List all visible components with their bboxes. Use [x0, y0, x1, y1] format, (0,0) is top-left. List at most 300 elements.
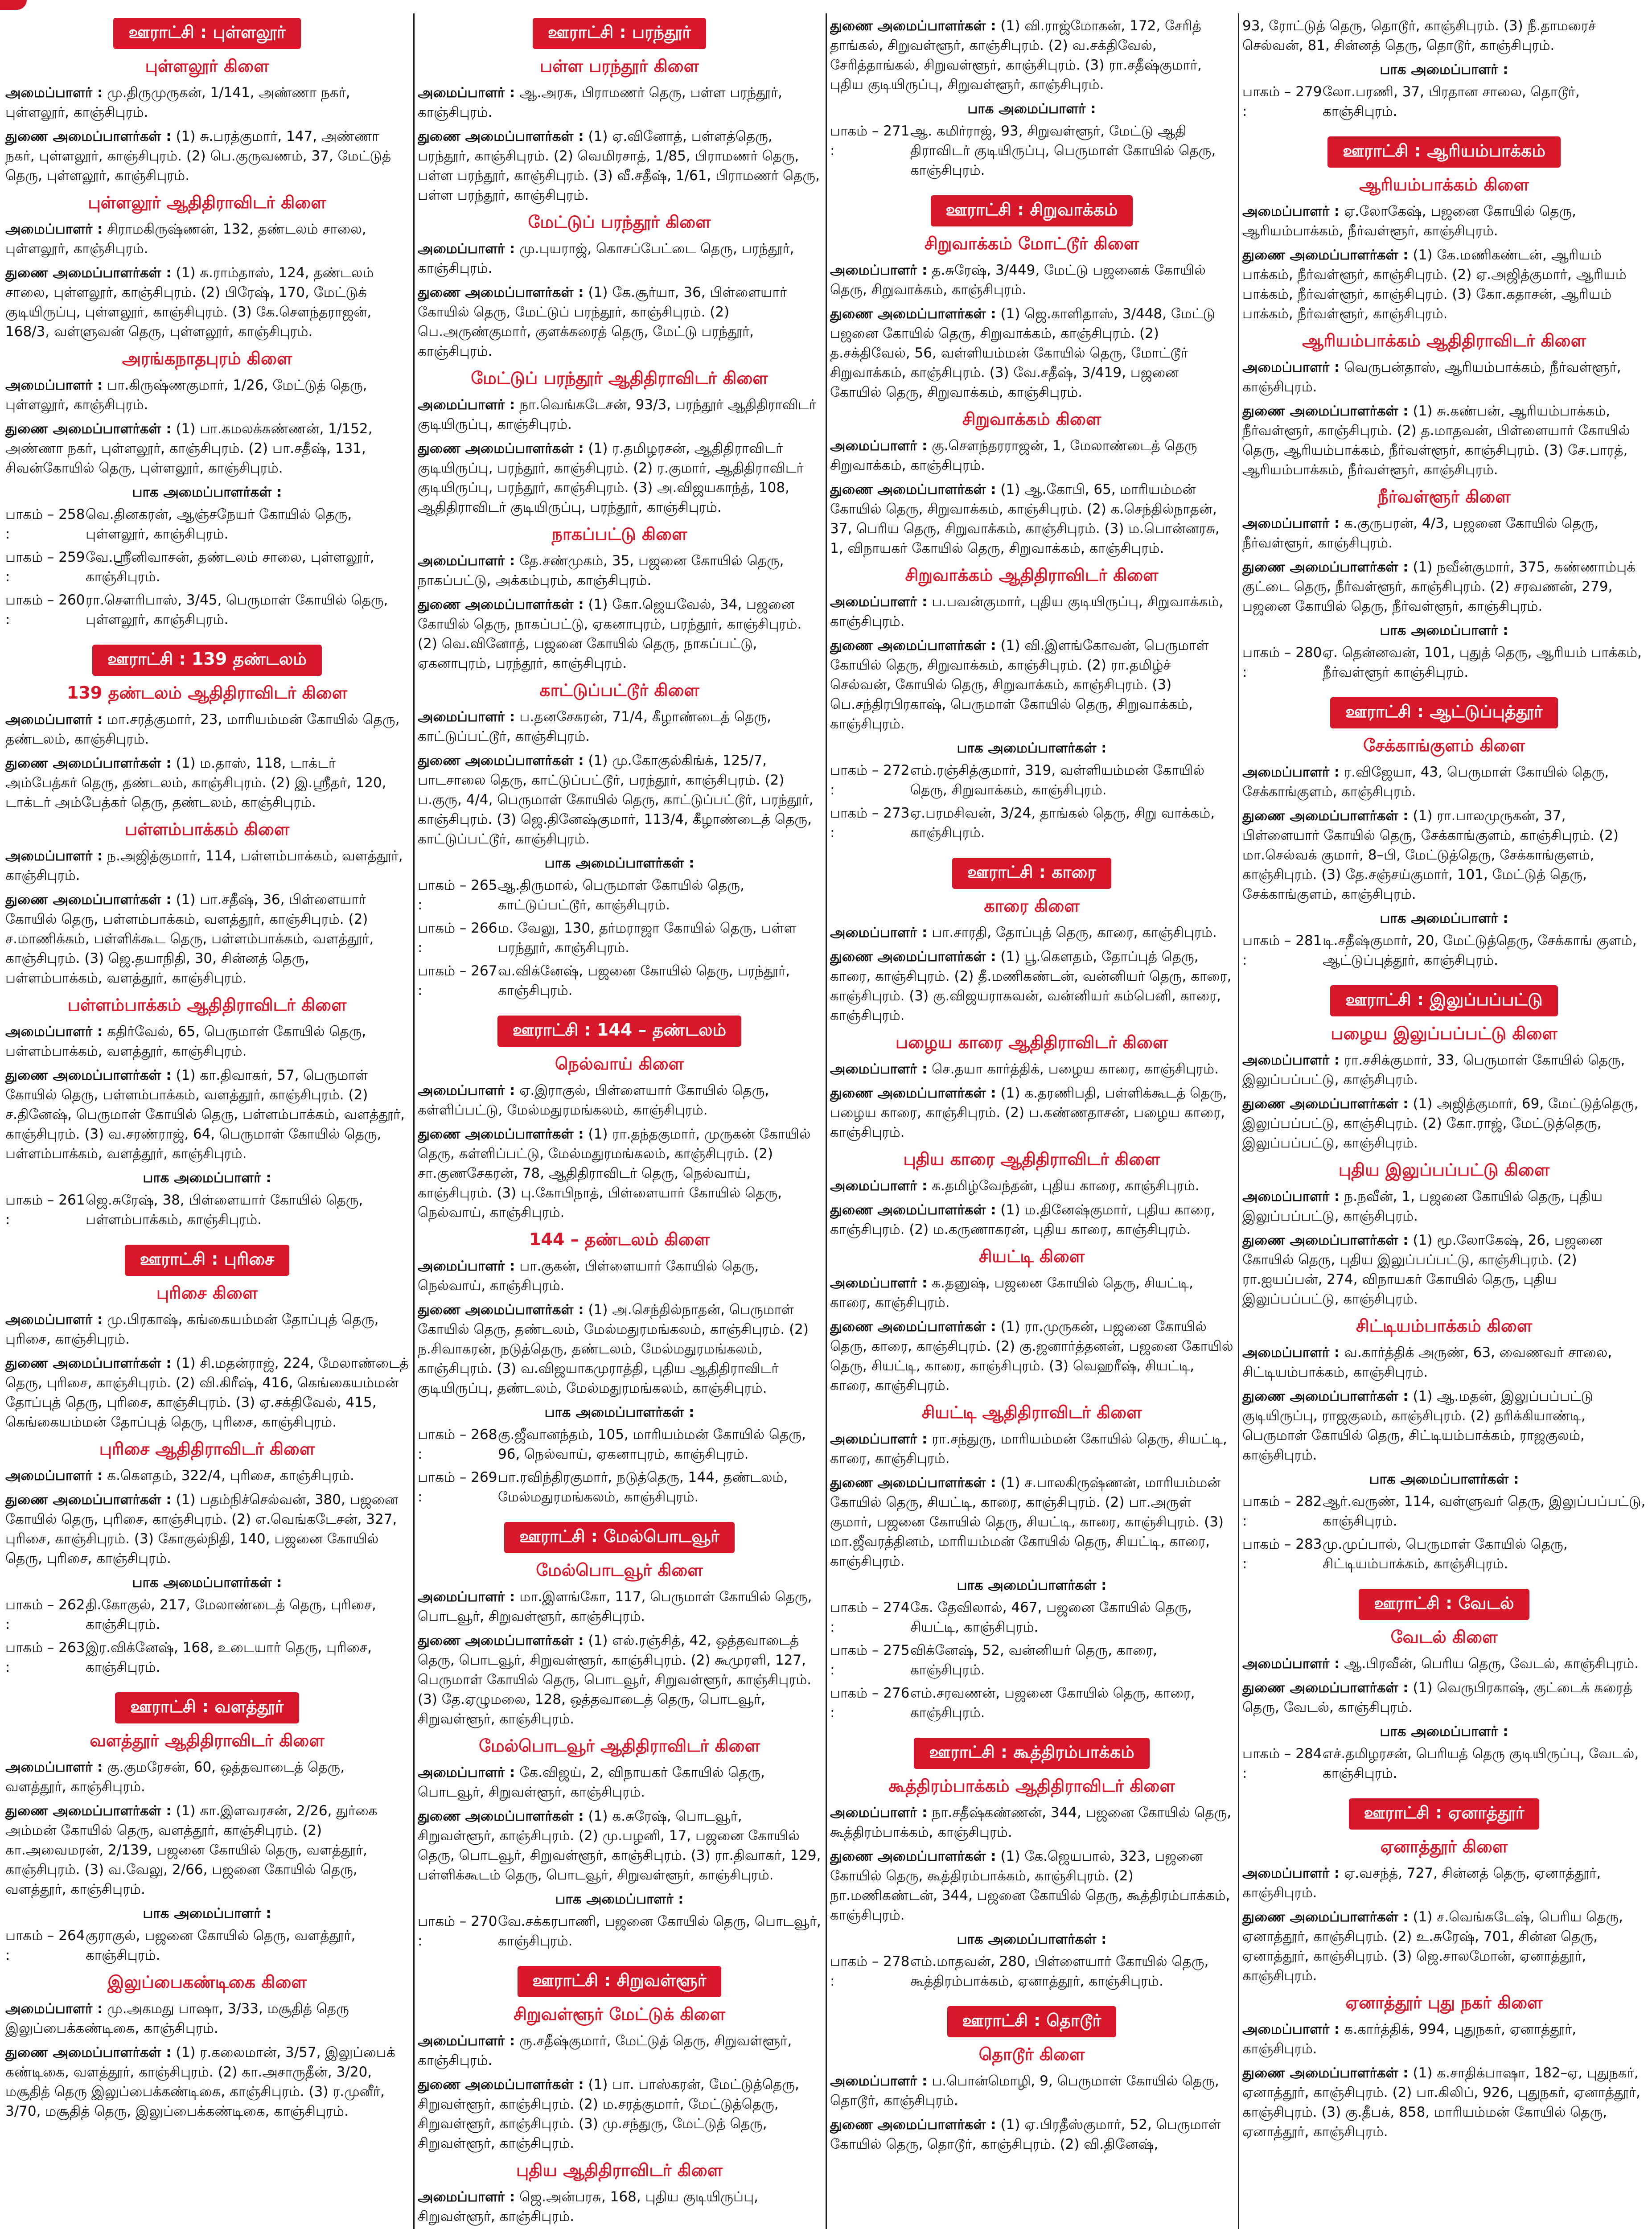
role-label: துணை அமைப்பாளர்கள் :	[830, 481, 996, 498]
branch-heading: அரங்கநாதபுரம் கிளை	[122, 349, 292, 368]
role-label: துணை அமைப்பாளர்கள் :	[418, 1808, 584, 1824]
office-bearer-entry	[418, 1806, 821, 1885]
office-bearer-entry	[830, 947, 1233, 1025]
role-label: துணை அமைப்பாளர்கள் :	[830, 1202, 996, 1218]
member-details: (1) க.தரணிபதி, பள்ளிக்கூடத் தெரு, பழைய காரை, காஞ்சிபுரம். (2) ப.கண்ணதாசன், பழைய காரை, காஞ்சிபுரம்.	[830, 1085, 1227, 1140]
branch-heading: புரிசை ஆதிதிராவிடர் கிளை	[99, 1439, 315, 1459]
office-bearer-entry	[418, 2075, 821, 2153]
member-details: கதிர்வேல், 65, பெருமாள் கோயில் தெரு, பள்ளம்பாக்கம், வளத்தூர், காஞ்சிபுரம்.	[5, 1024, 366, 1059]
ooratchi-heading: ஊராட்சி : 139 தண்டலம்	[92, 645, 322, 676]
booth-organiser-details: வ.விக்னேஷ், பஜனை கோயில் தெரு, பரந்தூர், காஞ்சிபுரம்.	[498, 963, 790, 999]
booth-organiser-row	[418, 1425, 821, 1464]
office-bearer-entry	[418, 127, 821, 205]
office-bearer-entry	[5, 1757, 409, 1797]
member-details: (1) சு.கண்பன், ஆரியம்பாக்கம், நீர்வள்ளூர், காஞ்சிபுரம். (2) த.மாதவன், பிள்ளையார் கோயில் தெரு, ஆரியம்பாக்கம், நீர்வள்ளூர், காஞ்சிபுரம். (3) சே.பாரத், ஆரியம்பாக்கம், நீர்வள்ளூர், காஞ்சிபுரம்.	[1242, 403, 1630, 478]
role-label: அமைப்பாளர் :	[1242, 764, 1340, 780]
ooratchi-heading: ஊராட்சி : கூத்திரம்பாக்கம்	[914, 1738, 1150, 1769]
booth-organiser-details: கு.ஜீவானந்தம், 105, மாரியம்மன் கோயில் தெரு, 96, நெல்வாய், ஏகனாபுரம், காஞ்சிபுரம்.	[498, 1427, 806, 1462]
member-details: கு.சௌந்தரராஜன், 1, மேலாண்டைத் தெரு சிறுவாக்கம், காஞ்சிபுரம்.	[830, 438, 1197, 473]
booth-organiser-row	[418, 1912, 821, 1951]
booth-number: பாகம் – 265 :	[418, 877, 497, 913]
booth-organiser-row	[5, 505, 409, 544]
role-label: துணை அமைப்பாளர்கள் :	[5, 128, 172, 144]
member-details: (1) வெருபிரகாஷ், குட்டைக் கரைத் தெரு, வேடல், காஞ்சிபுரம்.	[1242, 1680, 1632, 1715]
role-label: அமைப்பாளர் :	[418, 1258, 515, 1274]
booth-organiser-details: எச்.தமிழரசன், பெரியத் தெரு குடியிருப்பு, வேடல், காஞ்சிபுரம்.	[1323, 1746, 1639, 1781]
office-bearer-entry	[418, 1587, 821, 1626]
role-label: துணை அமைப்பாளர்கள் :	[1242, 1096, 1409, 1112]
booth-organiser-details: ஏ.பரமசிவன், 3/24, தாங்கல் தெரு, சிறு வாக்கம், காஞ்சிபுரம்.	[910, 805, 1215, 841]
member-details: (1) சி.மதன்ராஜ், 224, மேலாண்டைத் தெரு, புரிசை, காஞ்சிபுரம். (2) வி.கிரீஷ், 416, கெங்கையம்மன் தோப்புத் தெரு, புரிசை, காஞ்சிபுரம். (3) ஏ.சக்திவேல், 415, கெங்கையம்மன் தோப்புத் தெரு, புரிசை, காஞ்சிபுரம்.	[5, 1355, 409, 1430]
role-label: துணை அமைப்பாளர்கள் :	[418, 753, 584, 769]
member-details: மு.பிரகாஷ், கங்கையம்மன் தோப்புத் தெரு, புரிசை, காஞ்சிபுரம்.	[5, 1312, 379, 1347]
member-details: ந.நவீன், 1, பஜனை கோயில் தெரு, புதிய இலுப்பப்பட்டு, காஞ்சிபுரம்.	[1242, 1189, 1603, 1224]
office-bearer-entry	[1242, 202, 1646, 241]
booth-number: பாகம் – 280 :	[1242, 645, 1322, 680]
role-label: அமைப்பாளர் :	[5, 221, 103, 237]
booth-organisers-heading: பாக அமைப்பாளர்கள் :	[957, 1577, 1107, 1593]
role-label: துணை அமைப்பாளர்கள் :	[418, 596, 584, 613]
office-bearer-entry	[5, 127, 409, 185]
branch-heading: 144 – தண்டலம் கிளை	[529, 1230, 710, 1249]
role-label: அமைப்பாளர் :	[5, 377, 103, 393]
booth-organisers-heading: பாக அமைப்பாளர்கள் :	[957, 1931, 1107, 1947]
booth-number: பாகம் – 267 :	[418, 963, 497, 999]
office-bearer-entry	[5, 1065, 409, 1164]
office-bearer-entry	[418, 551, 821, 590]
branch-heading: காரை கிளை	[984, 896, 1080, 916]
office-bearer-entry	[830, 16, 1233, 95]
branch-heading: பழைய காரை ஆதிதிராவிடர் கிளை	[895, 1032, 1168, 1052]
member-details: (1) க.சாதிக்பாஷா, 182–ஏ, புதுநகர், ஏனாத்தூர், காஞ்சிபுரம். (2) பா.கிலிப், 926, புதுநகர், ஏனாத்தூர், காஞ்சிபுரம். (3) கு.தீபக், 858, மாரியம்மன் கோயில் தெரு, ஏனாத்தூர், காஞ்சிபுரம்.	[1242, 2065, 1640, 2140]
booth-organiser-details: பா.ரவிந்திரகுமார், நடுத்தெரு, 144, தண்டலம், மேல்மதுரமங்கலம், காஞ்சிபுரம்.	[498, 1469, 788, 1505]
booth-number: பாகம் – 284 :	[1242, 1746, 1322, 1781]
booth-organiser-row	[5, 547, 409, 587]
role-label: அமைப்பாளர் :	[830, 262, 928, 278]
office-bearer-entry	[5, 1353, 409, 1432]
role-label: அமைப்பாளர் :	[830, 594, 928, 610]
member-details: (1) சு.பரத்குமார், 147, அண்ணா நகர், புள்ளலூர், காஞ்சிபுரம். (2) பெ.குருவணம், 37, மேட்டுத் தெரு, புள்ளலூர், காஞ்சிபுரம்.	[5, 128, 391, 184]
member-details: (1) க.சுரேஷ், பொடவூர், சிறுவள்ளூர், காஞ்சிபுரம். (2) மு.பழனி, 17, பஜனை கோயில் தெரு, பொடவூர், சிறுவள்ளூர், காஞ்சிபுரம். (3) ரா.திவாகர், 129, பள்ளிக்கூடம் தெரு, பொடவூர், சிறுவள்ளூர், காஞ்சிபுரம்.	[418, 1808, 821, 1883]
role-label: அமைப்பாளர் :	[5, 711, 103, 728]
booth-organiser-row	[830, 1952, 1233, 1991]
office-bearer-entry	[5, 375, 409, 415]
office-bearer-entry	[830, 1059, 1233, 1079]
branch-heading: ஏனாத்தூர் புது நகர் கிளை	[1345, 1993, 1543, 2012]
branch-heading: பள்ள பரந்தூர் கிளை	[540, 56, 699, 76]
office-bearer-entry	[5, 1310, 409, 1349]
role-label: துணை அமைப்பாளர்கள் :	[1242, 247, 1409, 263]
role-label: துணை அமைப்பாளர்கள் :	[418, 440, 584, 456]
branch-heading: காட்டுப்பட்டூர் கிளை	[539, 680, 699, 700]
office-bearer-entry	[5, 753, 409, 812]
role-label: அமைப்பாளர் :	[5, 1312, 103, 1328]
member-details: மு.புயராஜ், கொசப்பேட்டை தெரு, பரந்தூர், காஞ்சிபுரம்.	[418, 241, 794, 276]
role-label: அமைப்பாளர் :	[830, 1275, 928, 1291]
branch-heading: புதிய இலுப்பப்பட்டு கிளை	[1338, 1160, 1550, 1180]
role-label: துணை அமைப்பாளர்கள் :	[1242, 808, 1409, 824]
booth-number: பாகம் – 258 :	[5, 506, 85, 542]
role-label: துணை அமைப்பாளர்கள் :	[5, 1803, 172, 1819]
role-label: அமைப்பாளர் :	[830, 1805, 928, 1821]
booth-organiser-row	[1242, 1744, 1646, 1783]
branch-heading: மேல்பொடவூர் ஆதிதிராவிடர் கிளை	[479, 1736, 760, 1756]
role-label: அமைப்பாளர் :	[418, 85, 515, 101]
ooratchi-heading: ஊராட்சி : பரந்தூர்	[533, 18, 706, 49]
member-details: (1) பூ.கௌதம், தோப்புத் தெரு, காரை, காஞ்சிபுரம். (2) தீ.மணிகண்டன், வன்னியர் தெரு, காரை, காஞ்சிபுரம். (3) கு.விஜயராகவன், வன்னியர் கம்பெனி, காரை, காஞ்சிபுரம்.	[830, 949, 1232, 1024]
booth-number: பாகம் – 268 :	[418, 1427, 497, 1462]
booth-organisers-heading: பாக அமைப்பாளர் :	[967, 101, 1096, 117]
office-bearer-entry	[5, 2043, 409, 2121]
booth-number: பாகம் – 260 :	[5, 592, 85, 628]
branch-heading: ஆரியம்பாக்கம் கிளை	[1359, 175, 1529, 194]
booth-organisers-heading: பாக அமைப்பாளர்கள் :	[132, 1575, 282, 1591]
member-details: (1) ஏ.பிரதீஸ்குமார், 52, பெருமாள் கோயில் தெரு, தொடூர், காஞ்சிபுரம். (2) வி.தினேஷ்,	[830, 2117, 1221, 2152]
booth-organiser-row	[5, 1638, 409, 1677]
booth-organisers-heading: பாக அமைப்பாளர் :	[555, 1891, 684, 1907]
ooratchi-heading: ஊராட்சி : தொடூர்	[947, 2006, 1117, 2037]
office-bearer-entry	[1242, 1230, 1646, 1309]
office-bearer-entry	[418, 1631, 821, 1729]
branch-heading: கூத்திரம்பாக்கம் ஆதிதிராவிடர் கிளை	[888, 1776, 1175, 1796]
branch-heading: வேடல் கிளை	[1390, 1627, 1498, 1647]
role-label: துணை அமைப்பாளர்கள் :	[830, 637, 996, 654]
booth-organiser-row	[418, 1468, 821, 1507]
role-label: அமைப்பாளர் :	[830, 1061, 928, 1077]
role-label: துணை அமைப்பாளர்கள் :	[418, 1302, 584, 1318]
office-bearer-entry	[1242, 1386, 1646, 1465]
top-bar	[0, 0, 1652, 10]
ooratchi-heading: ஊராட்சி : சிறுவள்ளூர்	[518, 1966, 722, 1997]
role-label: துணை அமைப்பாளர்கள் :	[1242, 2065, 1409, 2081]
office-bearer-entry	[1242, 557, 1646, 616]
member-details: ஏ.இராகுல், பிள்ளையார் கோயில் தெரு, கள்ளிப்பட்டு, மேல்மதுரமங்கலம், காஞ்சிபுரம்.	[418, 1082, 769, 1118]
branch-heading: புரிசை கிளை	[156, 1283, 258, 1303]
booth-organiser-details: ஆ.திருமால், பெருமாள் கோயில் தெரு, காட்டுப்பட்டூர், காஞ்சிபுரம்.	[498, 877, 745, 913]
branch-heading: புள்ளலூர் கிளை	[145, 56, 269, 76]
office-bearer-entry	[5, 890, 409, 988]
booth-organisers-heading: பாக அமைப்பாளர்கள் :	[544, 1404, 694, 1420]
booth-organisers-heading: பாக அமைப்பாளர்கள் :	[1369, 1471, 1519, 1487]
office-bearer-entry	[418, 2187, 821, 2226]
booth-organiser-details: விக்னேஷ், 52, வன்னியர் தெரு, காரை, காஞ்சிபுரம்.	[910, 1642, 1158, 1678]
booth-organiser-details: ஏ. தென்னவன், 101, புதுத் தெரு, ஆரியம் பாக்கம், நீர்வள்ளூர் காஞ்சிபுரம்.	[1323, 645, 1642, 680]
member-details: (1) பா.கமலக்கண்ணன், 1/152, அண்ணா நகர், புள்ளலூர், காஞ்சிபுரம். (2) பா.சதீஷ், 131, சிவன்கோயில் தெரு, புள்ளலூர், காஞ்சிபுரம்.	[5, 421, 373, 476]
branch-heading: சிறுவாக்கம் கிளை	[962, 409, 1101, 429]
role-label: துணை அமைப்பாளர்கள் :	[1242, 403, 1409, 419]
booth-organisers-heading: பாக அமைப்பாளர் :	[143, 1170, 271, 1186]
role-label: துணை அமைப்பாளர்கள் :	[418, 128, 584, 144]
ooratchi-heading: ஊராட்சி : வளத்தூர்	[115, 1692, 299, 1723]
member-details: ரு.சதீஷ்குமார், மேட்டுத் தெரு, சிறுவள்ளூர், காஞ்சிபுரம்.	[418, 2033, 792, 2069]
column-divider	[1238, 13, 1239, 2229]
member-details: ர.விஜேயா, 43, பெருமாள் கோயில் தெரு, சேக்காங்குளம், காஞ்சிபுரம்.	[1242, 764, 1609, 800]
role-label: துணை அமைப்பாளர்கள் :	[830, 306, 996, 322]
office-bearer-entry	[1242, 1907, 1646, 1986]
booth-number: பாகம் – 275 :	[830, 1642, 910, 1678]
office-bearer-entry	[830, 1473, 1233, 1571]
member-details: கே.விஜய், 2, விநாயகர் கோயில் தெரு, பொடவூர், சிறுவள்ளூர், காஞ்சிபுரம்.	[418, 1764, 765, 1800]
role-label: துணை அமைப்பாளர்கள் :	[5, 755, 172, 771]
member-details: ப.தனசேகரன், 71/4, கீழாண்டைத் தெரு, காட்டுப்பட்டூர், காஞ்சிபுரம்.	[418, 709, 771, 744]
booth-number: பாகம் – 282 :	[1242, 1493, 1322, 1529]
branch-heading: புதிய காரை ஆதிதிராவிடர் கிளை	[903, 1149, 1160, 1169]
role-label: அமைப்பாளர் :	[830, 925, 928, 941]
office-bearer-entry	[5, 1022, 409, 1061]
member-details: வெருபன்தாஸ், ஆரியம்பாக்கம், நீர்வள்ளூர், காஞ்சிபுரம்.	[1242, 359, 1621, 395]
booth-number: பாகம் – 279 :	[1242, 84, 1322, 119]
role-label: அமைப்பாளர் :	[418, 397, 515, 413]
member-details: (1) பதம்நிச்செல்வன், 380, பஜனை கோயில் தெரு, புரிசை, காஞ்சிபுரம். (2) எ.வெங்கடேசன், 327, புரிசை, காஞ்சிபுரம். (3) கோகுல்நிதி, 140, பஜனை கோயில் தெரு, புரிசை, காஞ்சிபுரம்.	[5, 1492, 399, 1567]
member-details: செ.தயா கார்த்திக், பழைய காரை, காஞ்சிபுரம்.	[932, 1061, 1219, 1077]
office-bearer-entry	[830, 1083, 1233, 1142]
branch-heading: சியட்டி கிளை	[978, 1246, 1085, 1266]
office-bearer-entry	[1242, 401, 1646, 480]
booth-organiser-details: தி.கோகுல், 217, மேலாண்டைத் தெரு, புரிசை, காஞ்சிபுரம்.	[86, 1597, 376, 1633]
member-details: (1) ரா.முருகன், பஜனை கோயில் தெரு, காரை, காஞ்சிபுரம். (2) கு.ஜனார்த்தனன், பஜனை கோயில் தெரு, சியட்டி, காரை, காஞ்சிபுரம். (3) வெஹரீஷ், சியட்டி, காரை, காஞ்சிபுரம்.	[830, 1319, 1233, 1394]
column-divider	[826, 13, 827, 2229]
member-details: (1) அ.செந்தில்நாதன், பெருமாள் கோயில் தெரு, தண்டலம், மேல்மதுரமங்கலம், காஞ்சிபுரம். (2) ந.சிவாகரன், நடுத்தெரு, தண்டலம், மேல்மதுரமங்கலம், காஞ்சிபுரம். (3) வ.விஜயாகமுராத்தி, புதிய ஆதிதிராவிடர் குடியிருப்பு, தண்டலம், மேல்மதுரமங்கலம், காஞ்சிபுரம்.	[418, 1302, 809, 1396]
booth-organiser-details: கே. தேவிலால், 467, பஜனை கோயில் தெரு, சியட்டி, காஞ்சிபுரம்.	[910, 1600, 1192, 1635]
role-label: அமைப்பாளர் :	[1242, 1865, 1340, 1881]
office-bearer-entry	[5, 1801, 409, 1899]
member-details: (1) ரா.பாலமுருகன், 37, பிள்ளையார் கோயில் தெரு, சேக்காங்குளம், காஞ்சிபுரம். (2) மா.செல்வக் குமார், 8–பி, மேட்டுத்தெரு, சேக்காங்குளம், காஞ்சிபுரம். (3) தே.சஞ்சய்குமார், 101, மேட்டுத் தெரு, சேக்காங்குளம், காஞ்சிபுரம்.	[1242, 808, 1619, 902]
role-label: துணை அமைப்பாளர்கள் :	[5, 892, 172, 908]
role-label: துணை அமைப்பாளர்கள் :	[830, 1848, 996, 1864]
member-details: (1) பா. பாஸ்கரன், மேட்டுத்தெரு, சிறுவள்ளூர், காஞ்சிபுரம். (2) ம.சரத்குமார், மேட்டுத்தெரு, சிறுவள்ளூர், காஞ்சிபுரம். (3) மு.சந்துரு, மேட்டுத் தெரு, சிறுவள்ளூர், காஞ்சிபுரம்.	[418, 2077, 799, 2151]
booth-organiser-row	[830, 761, 1233, 800]
member-details: ரா.சந்துரு, மாரியம்மன் கோயில் தெரு, சியட்டி, காரை, காஞ்சிபுரம்.	[830, 1431, 1227, 1467]
branch-heading: புள்ளலூர் ஆதிதிராவிடர் கிளை	[88, 193, 326, 212]
booth-organisers-heading: பாக அமைப்பாளர் :	[1380, 622, 1508, 638]
member-details: கு.குமரேசன், 60, ஒத்தவாடைத் தெரு, வளத்தூர், காஞ்சிபுரம்.	[5, 1759, 345, 1795]
branch-heading: இலுப்பைகண்டிகை கிளை	[107, 1972, 307, 1992]
office-bearer-entry	[830, 480, 1233, 558]
role-label: துணை அமைப்பாளர்கள் :	[5, 421, 172, 437]
booth-number: பாகம் – 266 :	[418, 920, 497, 956]
member-details: ந.அஜித்குமார், 114, பள்ளம்பாக்கம், வளத்தூர், காஞ்சிபுரம்.	[5, 848, 403, 884]
role-label: துணை அமைப்பாளர்கள் :	[418, 1633, 584, 1649]
role-label: துணை அமைப்பாளர்கள் :	[418, 2077, 584, 2093]
office-bearer-entry	[830, 1273, 1233, 1312]
office-bearer-entry	[5, 1999, 409, 2038]
office-bearer-entry	[5, 710, 409, 749]
office-bearer-entry	[830, 436, 1233, 475]
member-details: (1) வி.ராஜ்மோகன், 172, சேரித் தாங்கல், சிறுவள்ளூர், காஞ்சிபுரம். (2) வ.சக்திவேல், சேரித்தாங்கல், சிறுவள்ளூர், காஞ்சிபுரம். (3) ரா.சதீஷ்குமார், புதிய குடியிருப்பு, சிறுவள்ளூர், காஞ்சிபுரம்.	[830, 18, 1202, 93]
branch-heading: பள்ளம்பாக்கம் கிளை	[124, 819, 290, 839]
booth-organisers-heading: பாக அமைப்பாளர் :	[1380, 1723, 1508, 1740]
member-details: நா.சதீஷ்கண்ணன், 344, பஜனை கோயில் தெரு, கூத்திரம்பாக்கம், காஞ்சிபுரம்.	[830, 1805, 1232, 1840]
office-bearer-entry	[830, 304, 1233, 402]
role-label: துணை அமைப்பாளர்கள் :	[418, 1126, 584, 1142]
booth-organiser-row	[830, 1683, 1233, 1723]
office-bearer-entry	[830, 260, 1233, 300]
booth-organiser-row	[418, 876, 821, 915]
office-bearer-entry	[418, 751, 821, 849]
office-bearer-entry	[5, 1490, 409, 1568]
booth-organiser-row	[1242, 643, 1646, 682]
branch-heading: வளத்தூர் ஆதிதிராவிடர் கிளை	[90, 1731, 325, 1750]
member-details: க.குருபரன், 4/3, பஜனை கோயில் தெரு, நீர்வள்ளூர், காஞ்சிபுரம்.	[1242, 515, 1599, 551]
role-label: துணை அமைப்பாளர்கள் :	[5, 1492, 172, 1508]
office-bearer-entry	[5, 219, 409, 259]
office-bearer-entry	[1242, 806, 1646, 904]
booth-organiser-row	[5, 1190, 409, 1230]
ooratchi-heading: ஊராட்சி : சிறுவாக்கம்	[931, 195, 1133, 226]
role-label: அமைப்பாளர் :	[5, 1759, 103, 1775]
role-label: அமைப்பாளர் :	[418, 1082, 515, 1098]
branch-heading: தொடூர் கிளை	[978, 2044, 1085, 2064]
role-label: அமைப்பாளர் :	[1242, 203, 1340, 219]
member-details: (1) ஏ.வினோத், பள்ளத்தெரு, பரந்தூர், காஞ்சிபுரம். (2) வெமிரசாத், 1/85, பிராமணர் தெரு, பள்ள பரந்தூர், காஞ்சிபுரம். (3) வீ.சதீஷ், 1/61, பிராமணர் தெரு, பள்ள பரந்தூர், காஞ்சிபுரம்.	[418, 128, 820, 203]
office-bearer-entry	[1242, 1343, 1646, 1382]
member-details: (1) நவீன்குமார், 375, கண்ணாம்புக் குட்டை தெரு, நீர்வள்ளூர், காஞ்சிபுரம். (2) சரவணன், 279, பஜனை கோயில் தெரு, நீர்வள்ளூர், காஞ்சிபுரம்.	[1242, 559, 1636, 614]
office-bearer-entry	[1242, 16, 1646, 55]
booth-number: பாகம் – 261 :	[5, 1192, 85, 1228]
role-label: அமைப்பாளர் :	[5, 85, 103, 101]
member-details: ப.பவன்குமார், புதிய குடியிருப்பு, சிறுவாக்கம், காஞ்சிபுரம்.	[830, 594, 1224, 629]
role-label: அமைப்பாளர் :	[830, 1431, 928, 1447]
role-label: அமைப்பாளர் :	[1242, 359, 1340, 375]
member-details: (1) ர.கலைமான், 3/57, இலுப்பைக் கண்டிகை, வளத்தூர், காஞ்சிபுரம். (2) கா.அசாருதீன், 3/20, மசூதித் தெரு இலுப்பைக்கண்டிகை, காஞ்சிபுரம். (3) ர.முனீர், 3/70, மசூதித் தெரு, இலுப்பைக்கண்டிகை, காஞ்சிபுரம்.	[5, 2044, 395, 2119]
branch-heading: சேக்காங்குளம் கிளை	[1363, 736, 1525, 755]
booth-organiser-row	[830, 121, 1233, 180]
ooratchi-heading: ஊராட்சி : இலுப்பப்பட்டு	[1330, 985, 1557, 1016]
office-bearer-entry	[1242, 245, 1646, 324]
booth-number: பாகம் – 262 :	[5, 1597, 85, 1633]
office-bearer-entry	[830, 1803, 1233, 1842]
member-details: (1) ச.பாலகிருஷ்ணன், மாரியம்மன் கோயில் தெரு, சியட்டி, காரை, காஞ்சிபுரம். (2) பா.அருள் குமார், பஜனை கோயில் தெரு, சியட்டி, காரை, காஞ்சிபுரம். (3) மா.ஜீவரத்தினம், மாரியம்மன் கோயில் தெரு, சியட்டி, காரை, காஞ்சிபுரம்.	[830, 1475, 1224, 1569]
office-bearer-entry	[830, 2071, 1233, 2110]
member-details: த.சுரேஷ், 3/449, மேட்டு பஜனைக் கோயில் தெரு, சிறுவாக்கம், காஞ்சிபுரம்.	[830, 262, 1206, 298]
corner-logo-mark	[0, 0, 27, 10]
office-bearer-entry	[418, 1256, 821, 1295]
office-bearer-entry	[830, 592, 1233, 631]
office-bearer-entry	[5, 846, 409, 885]
booth-organiser-row	[5, 1595, 409, 1634]
role-label: அமைப்பாளர் :	[1242, 2021, 1340, 2037]
office-bearer-entry	[418, 1124, 821, 1222]
office-bearer-entry	[5, 263, 409, 341]
ooratchi-heading: ஊராட்சி : வேடல்	[1359, 1589, 1529, 1620]
office-bearer-entry	[418, 1300, 821, 1398]
branch-heading: சிறுவள்ளூர் மேட்டுக் கிளை	[514, 2004, 725, 2024]
role-label: அமைப்பாளர் :	[5, 848, 103, 864]
ooratchi-heading: ஊராட்சி : ஆரியம்பாக்கம்	[1327, 136, 1561, 168]
booth-number: பாகம் – 283 :	[1242, 1536, 1322, 1572]
booth-organiser-details: டி.சதீஷ்குமார், 20, மேட்டுத்தெரு, சேக்காங் குளம், ஆட்டுப்புத்தூர், காஞ்சிபுரம்.	[1323, 933, 1637, 968]
role-label: அமைப்பாளர் :	[418, 709, 515, 725]
booth-number: பாகம் – 273 :	[830, 805, 910, 841]
member-details: (1) அஜித்குமார், 69, மேட்டுத்தெரு, இலுப்பப்பட்டு, காஞ்சிபுரம். (2) கோ.ராஜ், மேட்டுத்தெரு, இலுப்பப்பட்டு, காஞ்சிபுரம்.	[1242, 1096, 1639, 1151]
member-details: (1) கோ.ஜெயவேல், 34, பஜனை கோயில் தெரு, நாகப்பட்டு, ஏகனாபுரம், பரந்தூர், காஞ்சிபுரம். (2) வெ.வினோத், பஜனை கோயில் தெரு, நாகப்பட்டு, ஏகனாபுரம், பரந்தூர், காஞ்சிபுரம்.	[418, 596, 802, 671]
branch-heading: புதிய ஆதிதிராவிடர் கிளை	[516, 2160, 723, 2180]
column-1	[5, 13, 409, 2229]
office-bearer-entry	[1242, 1654, 1646, 1674]
member-details: (1) ஜெ.காளிதாஸ், 3/448, மேட்டு பஜனை கோயில் தெரு, சிறுவாக்கம், காஞ்சிபுரம். (2) த.சக்திவேல், 56, வள்ளியம்மன் கோயில் தெரு, மோட்டூர் சிறுவாக்கம், காஞ்சிபுரம். (3) வே.சதீஷ், 3/419, பஜனை கோயில் தெரு, சிறுவாக்கம், காஞ்சிபுரம்.	[830, 306, 1216, 400]
booth-organisers-heading: பாக அமைப்பாளர்கள் :	[132, 484, 282, 500]
booth-organiser-row	[418, 961, 821, 1000]
booth-organisers-heading: பாக அமைப்பாளர்கள் :	[957, 740, 1107, 756]
booth-organiser-row	[1242, 82, 1646, 121]
office-bearer-entry	[1242, 2019, 1646, 2059]
member-details: (1) வி.இளங்கோவன், பெருமாள் கோயில் தெரு, சிறுவாக்கம், காஞ்சிபுரம். (2) ரா.தமிழ்ச் செல்வன், கோயில் தெரு, சிறுவாக்கம், காஞ்சிபுரம். (3) பெ.சந்திரபிரகாஷ், பெருமாள் கோயில் தெரு, சிறுவாக்கம், காஞ்சிபுரம்.	[830, 637, 1209, 732]
office-bearer-entry	[418, 283, 821, 361]
booth-organiser-details: வே.சக்கரபாணி, பஜனை கோயில் தெரு, பொடவூர், காஞ்சிபுரம்.	[498, 1913, 821, 1949]
role-label: அமைப்பாளர் :	[418, 1589, 515, 1605]
office-bearer-entry	[418, 239, 821, 278]
booth-organiser-row	[418, 918, 821, 958]
role-label: துணை அமைப்பாளர்கள் :	[830, 18, 996, 34]
role-label: அமைப்பாளர் :	[418, 2189, 515, 2205]
booth-organiser-details: எம்.மாதவன், 280, பிள்ளையார் கோயில் தெரு, கூத்திரம்பாக்கம், ஏனாத்தூர், காஞ்சிபுரம்.	[910, 1953, 1209, 1989]
role-label: துணை அமைப்பாளர்கள் :	[418, 284, 584, 300]
ooratchi-heading: ஊராட்சி : மேல்பொடவூர்	[504, 1522, 735, 1553]
booth-organiser-row	[1242, 1534, 1646, 1574]
role-label: துணை அமைப்பாளர்கள் :	[830, 1085, 996, 1101]
booth-number: பாகம் – 272 :	[830, 762, 910, 798]
booth-organiser-details: ரா.சௌரிபாஸ், 3/45, பெருமாள் கோயில் தெரு, புள்ளலூர், காஞ்சிபுரம்.	[86, 592, 388, 628]
booth-number: பாகம் – 269 :	[418, 1469, 497, 1505]
office-bearer-entry	[1242, 2063, 1646, 2142]
member-details: க.தமிழ்வேந்தன், புதிய காரை, காஞ்சிபுரம்.	[932, 1178, 1200, 1194]
member-details: (1) கே.மணிகண்டன், ஆரியம் பாக்கம், நீர்வள்ளூர், காஞ்சிபுரம். (2) ஏ.அஜித்குமார், ஆரியம் பாக்கம், நீர்வள்ளூர், காஞ்சிபுரம். (3) கோ.கதாசன், ஆரியம் பாக்கம், நீர்வள்ளூர், காஞ்சிபுரம்.	[1242, 247, 1627, 322]
office-bearer-entry	[1242, 1050, 1646, 1090]
member-details: (1) மூ.லோகேஷ், 26, பஜனை கோயில் தெரு, புதிய இலுப்பப்பட்டு, காஞ்சிபுரம். (2) ரா.ஐயப்பன், 274, விநாயகர் கோயில் தெரு, புதிய இலுப்பப்பட்டு, காஞ்சிபுரம்.	[1242, 1232, 1603, 1307]
office-bearer-entry	[830, 923, 1233, 942]
role-label: அமைப்பாளர் :	[1242, 1052, 1340, 1068]
role-label: அமைப்பாளர் :	[5, 1024, 103, 1040]
branch-heading: சிறுவாக்கம் ஆதிதிராவிடர் கிளை	[905, 565, 1159, 585]
role-label: அமைப்பாளர் :	[418, 553, 515, 569]
office-bearer-entry	[1242, 1094, 1646, 1153]
branch-heading: சிட்டியம்பாக்கம் கிளை	[1356, 1316, 1533, 1336]
office-bearer-entry	[830, 1176, 1233, 1196]
member-details: மா.இளங்கோ, 117, பெருமாள் கோயில் தெரு, பொடவூர், சிறுவள்ளூர், காஞ்சிபுரம்.	[418, 1589, 812, 1624]
member-details: மு.அகமது பாஷா, 3/33, மசூதித் தெரு இலுப்பைக்கண்டிகை, காஞ்சிபுரம்.	[5, 2001, 349, 2036]
member-details: (1) ஆ.கோபி, 65, மாரியம்மன் கோயில் தெரு, சிறுவாக்கம், காஞ்சிபுரம். (2) க.செந்தில்நாதன், 37, பெரிய தெரு, சிறுவாக்கம், காஞ்சிபுரம். (3) ம.பொன்னரசு, 1, விநாயகர் கோயில் தெரு, சிறுவாக்கம், காஞ்சிபுரம்.	[830, 481, 1220, 556]
role-label: அமைப்பாளர் :	[418, 2033, 515, 2049]
role-label: அமைப்பாளர் :	[418, 241, 515, 257]
column-2	[418, 13, 821, 2229]
booth-organiser-details: ம. வேலு, 130, தர்மராஜா கோயில் தெரு, பள்ள பரந்தூர், காஞ்சிபுரம்.	[498, 920, 797, 956]
member-details: சிராமகிருஷ்ணன், 132, தண்டலம் சாலை, புள்ளலூர், காஞ்சிபுரம்.	[5, 221, 366, 257]
booth-organiser-details: லோ.பரணி, 37, பிரதான சாலை, தொடூர், காஞ்சிபுரம்.	[1323, 84, 1580, 119]
role-label: துணை அமைப்பாளர்கள் :	[830, 1319, 996, 1335]
office-bearer-entry	[830, 2115, 1233, 2154]
branch-heading: பழைய இலுப்பப்பட்டு கிளை	[1331, 1024, 1557, 1043]
role-label: அமைப்பாளர் :	[418, 1764, 515, 1781]
ooratchi-heading: ஊராட்சி : புரிசை	[125, 1245, 290, 1276]
member-details: ஏ.வசந்த், 727, சின்னத் தெரு, ஏனாத்தூர், காஞ்சிபுரம்.	[1242, 1865, 1601, 1901]
ooratchi-heading: ஊராட்சி : ஏனாத்தூர்	[1349, 1798, 1540, 1830]
office-bearer-entry	[830, 1429, 1233, 1468]
member-details: (1) ச.வெங்கடேஷ், பெரிய தெரு, ஏனாத்தூர், காஞ்சிபுரம். (2) உ.சுரேஷ், 701, சின்ன தெரு, ஏனாத்தூர், காஞ்சிபுரம். (3) ஜெ.சாலமோன், ஏனாத்தூர், காஞ்சிபுரம்.	[1242, 1909, 1623, 1984]
member-details: (1) ரா.தந்தகுமார், முருகன் கோயில் தெரு, கள்ளிப்பட்டு, மேல்மதுரமங்கலம், காஞ்சிபுரம். (2) சா.குணசேகரன், 78, ஆதிதிராவிடர் தெரு, நெல்வாய், காஞ்சிபுரம். (3) பு.கோபிநாத், பிள்ளையார் கோயில் தெரு, நெல்வாய், காஞ்சிபுரம்.	[418, 1126, 811, 1221]
member-details: (1) கா.இளவரசன், 2/26, துர்கை அம்மன் கோயில் தெரு, வளத்தூர், காஞ்சிபுரம். (2) கா.அவைமரன், 2/139, பஜனை கோயில் தெரு, வளத்தூர், காஞ்சிபுரம். (3) வ.வேலு, 2/66, பஜனை கோயில் தெரு, வளத்தூர், காஞ்சிபுரம்.	[5, 1803, 378, 1897]
role-label: துணை அமைப்பாளர்கள் :	[5, 1355, 172, 1371]
branch-heading: 139 தண்டலம் ஆதிதிராவிடர் கிளை	[66, 683, 347, 703]
member-details: (1) கே.சூர்யா, 36, பிள்ளையார் கோயில் தெரு, மேட்டுப் பரந்தூர், காஞ்சிபுரம். (2) பெ.அருண்குமார், குளக்கரைத் தெரு, மேட்டு பரந்தூர், காஞ்சிபுரம்.	[418, 284, 787, 359]
branch-heading: மேட்டுப் பரந்தூர் கிளை	[528, 212, 711, 232]
booth-number: பாகம் – 281 :	[1242, 933, 1322, 968]
office-bearer-entry	[418, 1763, 821, 1802]
member-details: பா.கிருஷ்ணகுமார், 1/26, மேட்டுத் தெரு, புள்ளலூர், காஞ்சிபுரம்.	[5, 377, 367, 413]
role-label: துணை அமைப்பாளர்கள் :	[5, 1067, 172, 1083]
office-bearer-entry	[1242, 762, 1646, 802]
office-bearer-entry	[830, 1317, 1233, 1395]
role-label: துணை அமைப்பாளர்கள் :	[830, 949, 996, 965]
